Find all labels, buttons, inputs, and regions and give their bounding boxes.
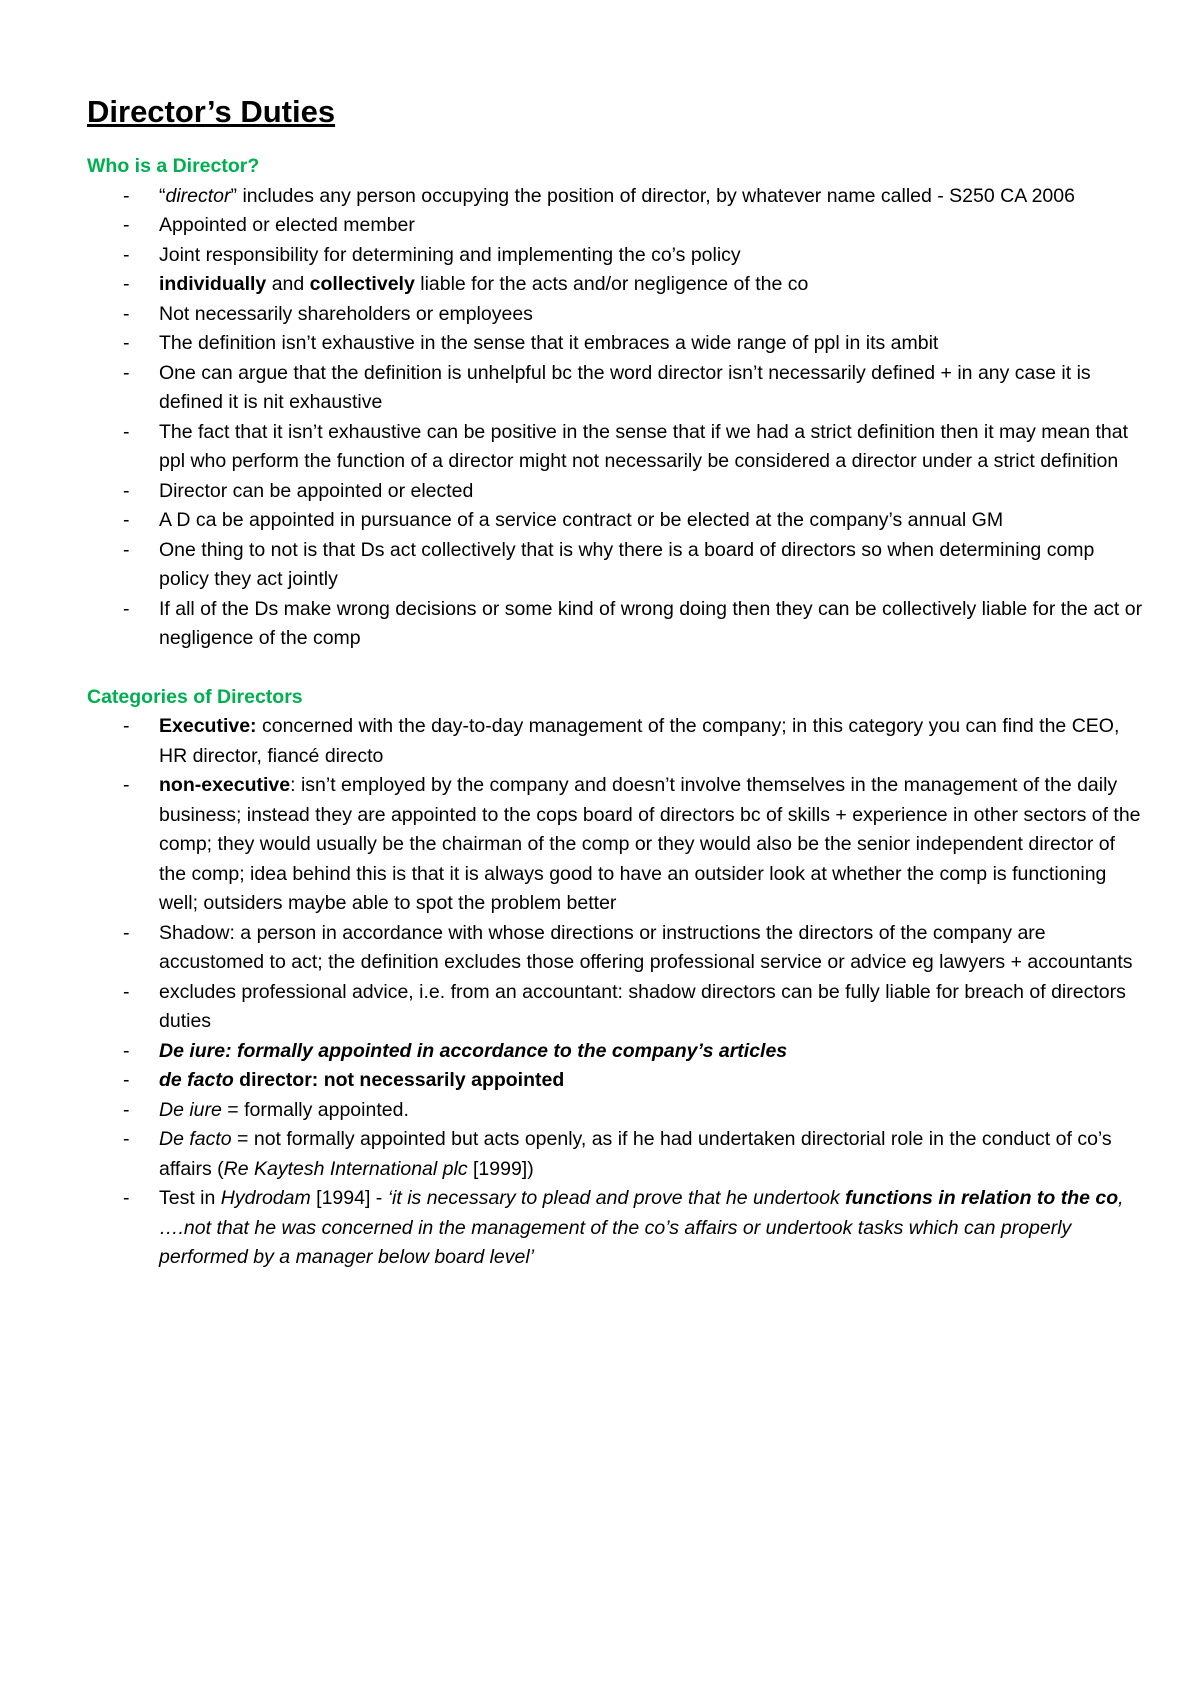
bullet-item bbox=[87, 771, 1147, 919]
text-run: Shadow: a person in accordance with whose directions or instructions the directors of the company are accustomed to act; the definition excludes those offering professional service or advice eg lawyers + accountants bbox=[159, 921, 1133, 973]
bullet-item bbox=[87, 712, 1147, 771]
bullet-dash: - bbox=[123, 1128, 130, 1150]
bullet-dash: - bbox=[123, 1098, 130, 1121]
text-run: [1999]) bbox=[467, 1157, 534, 1180]
bullet-item bbox=[87, 1184, 1147, 1273]
bullet-item bbox=[87, 1096, 1147, 1126]
text-run: Executive: bbox=[159, 715, 257, 737]
text-run: “ bbox=[159, 184, 166, 207]
bullet-dash: - bbox=[123, 774, 130, 796]
text-run: [1994] - bbox=[310, 1187, 388, 1209]
bullet-dash: - bbox=[123, 479, 130, 502]
text-run: Test in bbox=[159, 1187, 221, 1209]
bullet-item bbox=[87, 359, 1147, 418]
bullet-item bbox=[87, 919, 1147, 978]
bullet-dash: - bbox=[123, 1069, 130, 1091]
bullet-list bbox=[87, 182, 1147, 654]
bullet-item bbox=[87, 270, 1147, 300]
document-title: Director’s Duties bbox=[87, 94, 336, 129]
bullet-item bbox=[87, 182, 1147, 212]
text-run: = not formally appointed but acts openly, as if he had undertaken directorial role in the conduct of co’s affairs ( bbox=[159, 1128, 1112, 1180]
bullet-dash: - bbox=[123, 302, 130, 325]
bullet-dash: - bbox=[123, 1039, 130, 1062]
bullet-dash: - bbox=[123, 538, 130, 561]
text-run: De iure: formally appointed in accordance to the company’s articles bbox=[159, 1039, 788, 1062]
section-heading: Categories of Directors bbox=[87, 685, 303, 708]
bullet-item bbox=[87, 329, 1147, 359]
bullet-dash: - bbox=[123, 597, 130, 620]
bullet-item bbox=[87, 477, 1147, 507]
text-run: One thing to not is that Ds act collectively that is why there is a board of directors so when determining comp policy they act jointly bbox=[159, 538, 1095, 590]
bullet-item bbox=[87, 418, 1147, 477]
text-run: functions in relation to the co bbox=[845, 1187, 1119, 1209]
bullet-dash: - bbox=[123, 184, 130, 207]
bullet-item bbox=[87, 241, 1147, 271]
bullet-dash: - bbox=[123, 980, 130, 1003]
bullet-item bbox=[87, 300, 1147, 330]
text-run: director bbox=[165, 184, 231, 207]
bullet-dash: - bbox=[123, 921, 130, 944]
bullet-dash: - bbox=[123, 243, 130, 266]
bullet-list bbox=[87, 712, 1147, 1273]
text-run: De iure bbox=[159, 1098, 222, 1121]
section-who-is-director bbox=[87, 152, 1147, 654]
bullet-item bbox=[87, 1037, 1147, 1067]
bullet-dash: - bbox=[123, 273, 130, 295]
bullet-item bbox=[87, 1066, 1147, 1096]
section-categories-of-directors bbox=[87, 683, 1147, 1273]
bullet-item bbox=[87, 1125, 1147, 1184]
bullet-dash: - bbox=[123, 509, 130, 531]
text-run: individually bbox=[159, 273, 267, 295]
text-run: ” includes any person occupying the position of director, by whatever name called - S250 CA 2006 bbox=[230, 184, 1075, 207]
bullet-item bbox=[87, 978, 1147, 1037]
text-run: non-executive bbox=[159, 774, 291, 796]
text-run: De facto bbox=[159, 1128, 232, 1150]
bullet-item bbox=[87, 506, 1147, 536]
bullet-item bbox=[87, 595, 1147, 654]
text-run: and bbox=[266, 273, 310, 295]
text-run: Joint responsibility for determining and implementing the co’s policy bbox=[159, 243, 741, 266]
text-run: The fact that it isn’t exhaustive can be positive in the sense that if we had a strict definition then it may mean that ppl who perform the function of a director might not necessarily be considered a director under a strict definition bbox=[159, 420, 1129, 472]
section-heading: Who is a Director? bbox=[87, 155, 260, 177]
text-run: A D ca be appointed in pursuance of a service contract or be elected at the company’s annual GM bbox=[159, 509, 1004, 531]
text-run: The definition isn’t exhaustive in the sense that it embraces a wide range of ppl in its ambit bbox=[159, 332, 939, 354]
text-run: = formally appointed. bbox=[221, 1098, 409, 1121]
bullet-dash: - bbox=[123, 332, 130, 354]
text-run: liable for the acts and/or negligence of the co bbox=[414, 273, 809, 295]
text-run: : isn’t employed by the company and doesn’t involve themselves in the management of the daily business; instead they are appointed to the cops board of directors bc of skills + experience in other sectors of the comp; they would usually be the chairman of the comp or they would also be the senior independent director of the comp; idea behind this is that it is always good to have an outsider look at whether the comp is functioning well; outsiders maybe able to spot the problem better bbox=[159, 774, 1141, 914]
text-run: Hydrodam bbox=[220, 1187, 311, 1209]
text-run: excludes professional advice, i.e. from an accountant: shadow directors can be fully liable for breach of directors duties bbox=[159, 980, 1126, 1032]
bullet-dash: - bbox=[123, 420, 130, 443]
text-run: Not necessarily shareholders or employees bbox=[159, 302, 533, 325]
bullet-item bbox=[87, 536, 1147, 595]
bullet-dash: - bbox=[123, 361, 130, 384]
section-spacer bbox=[87, 654, 1147, 683]
bullet-dash: - bbox=[123, 214, 130, 236]
text-run: collectively bbox=[309, 273, 415, 295]
text-run: Director can be appointed or elected bbox=[159, 479, 474, 502]
bullet-item bbox=[87, 211, 1147, 241]
text-run: Appointed or elected member bbox=[159, 214, 415, 236]
text-run: Re Kaytesh International plc bbox=[223, 1157, 468, 1180]
text-run: , ….not that he was concerned in the management of the co’s affairs or undertook tasks which can properly performed by a manager below board level’ bbox=[159, 1187, 1124, 1268]
text-run: concerned with the day-to-day management of the company; in this category you can find the CEO, HR director, fiancé directo bbox=[159, 715, 1120, 767]
text-run: director: not necessarily appointed bbox=[233, 1069, 565, 1091]
text-run: ‘it is necessary to plead and prove that he undertook bbox=[387, 1187, 846, 1209]
bullet-dash: - bbox=[123, 715, 130, 737]
document-page bbox=[87, 92, 1147, 1273]
text-run: de facto bbox=[159, 1069, 234, 1091]
text-run: One can argue that the definition is unhelpful bc the word director isn’t necessarily defined + in any case it is defined it is nit exhaustive bbox=[159, 361, 1091, 413]
text-run: If all of the Ds make wrong decisions or some kind of wrong doing then they can be collectively liable for the act or negligence of the comp bbox=[159, 597, 1143, 649]
bullet-dash: - bbox=[123, 1187, 130, 1209]
